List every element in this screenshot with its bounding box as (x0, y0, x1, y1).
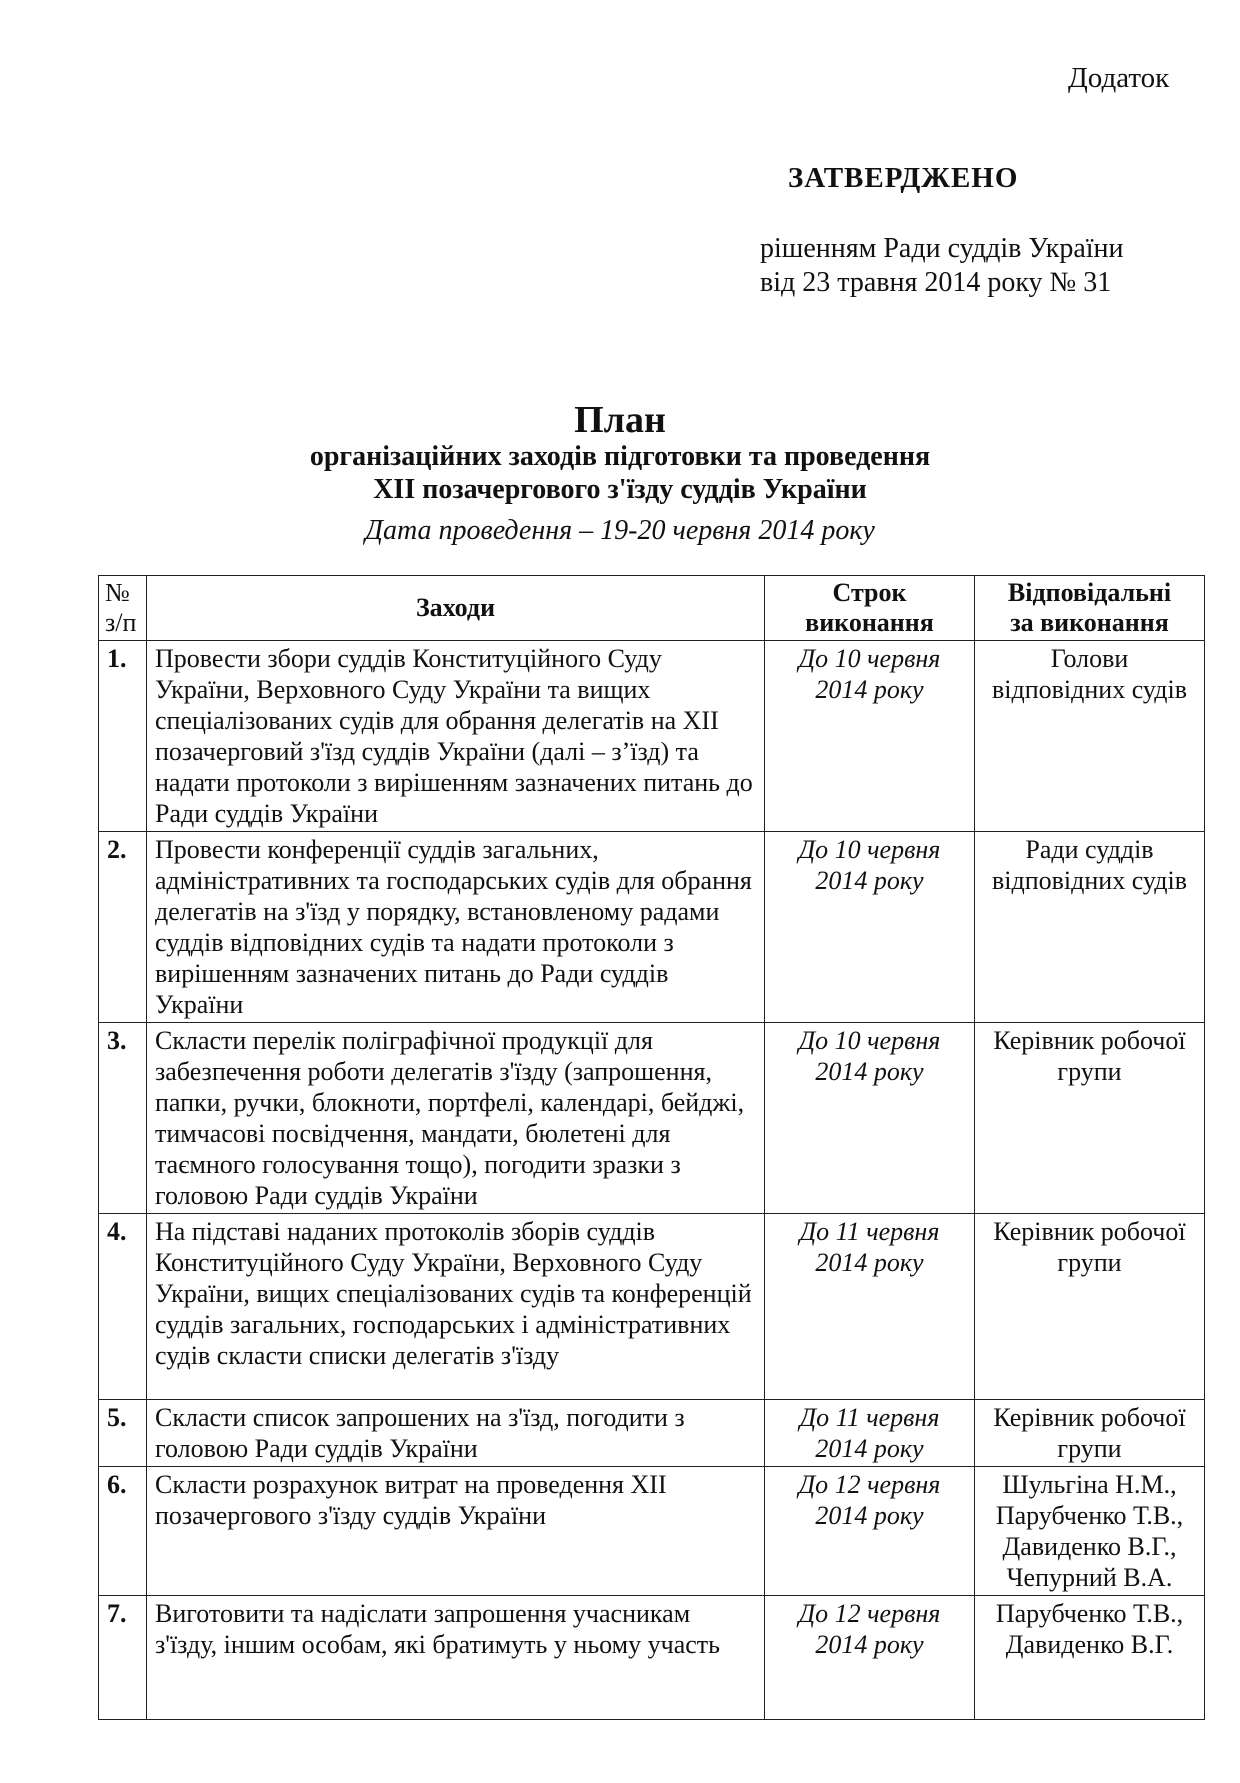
row-deadline-line-2: 2014 року (815, 1501, 924, 1530)
row-deadline-line-1: До 12 червня (798, 1599, 941, 1628)
decision-reference (760, 232, 1124, 300)
header-responsible (975, 576, 1205, 641)
row-deadline (765, 1467, 975, 1596)
row-deadline (765, 1214, 975, 1400)
header-number-line-2: з/п (105, 608, 137, 637)
row-deadline-line-2: 2014 року (815, 675, 924, 704)
table-row (99, 1214, 1205, 1400)
row-measure: Виготовити та надіслати запрошення учасникам з'їзду, іншим особам, які братимуть у ньому участь (147, 1596, 765, 1720)
header-responsible-line-1: Відповідальні (1007, 578, 1172, 607)
row-deadline-line-2: 2014 року (815, 1248, 924, 1277)
row-responsible (975, 1596, 1205, 1720)
row-measure: Провести збори суддів Конституційного Суду України, Верховного Суду України та вищих спеціалізованих судів для обрання делегатів на XII позачерговий з'їзд суддів України (далі – з’їзд) та надати протоколи з вирішенням зазначених питань до Ради суддів України (147, 641, 765, 832)
row-measure: Скласти список запрошених на з'їзд, погодити з головою Ради суддів України (147, 1400, 765, 1467)
row-number: 1. (99, 641, 147, 832)
row-responsible-line: Давиденко В.Г. (1005, 1630, 1174, 1659)
row-number: 4. (99, 1214, 147, 1400)
row-deadline-line-1: До 11 червня (799, 1403, 940, 1432)
row-responsible-line: групи (1057, 1057, 1122, 1086)
row-responsible (975, 1023, 1205, 1214)
row-measure: Скласти перелік поліграфічної продукції для забезпечення роботи делегатів з'їзду (запрошення, папки, ручки, блокноти, портфелі, календарі, бейджі, тимчасові посвідчення, мандати, бюлетені для таємного голосування тощо), погодити зразки з головою Ради суддів України (147, 1023, 765, 1214)
row-responsible-line: Голови (1050, 644, 1129, 673)
row-responsible-line: Керівник робочої (993, 1026, 1186, 1055)
row-responsible-line: Парубченко Т.В., (995, 1501, 1184, 1530)
table-row (99, 1400, 1205, 1467)
header-number-line-1: № (105, 578, 130, 607)
row-measure: На підставі наданих протоколів зборів суддів Конституційного Суду України, Верховного Суду України, вищих спеціалізованих судів та конференцій суддів загальних, господарських і адміністративних судів скласти списки делегатів з'їзду (147, 1214, 765, 1400)
addendum-label: Додаток (1068, 62, 1170, 94)
measures-table (98, 575, 1205, 1720)
row-responsible (975, 1467, 1205, 1596)
row-deadline-line-2: 2014 року (815, 1630, 924, 1659)
row-number: 3. (99, 1023, 147, 1214)
row-responsible-line: Шульгіна Н.М., (1002, 1470, 1177, 1499)
row-responsible-line: Парубченко Т.В., (995, 1599, 1184, 1628)
row-measure: Скласти розрахунок витрат на проведення XII позачергового з'їзду суддів України (147, 1467, 765, 1596)
header-deadline (765, 576, 975, 641)
row-number: 5. (99, 1400, 147, 1467)
row-deadline-line-2: 2014 року (815, 1434, 924, 1463)
row-responsible-line: Керівник робочої (993, 1403, 1186, 1432)
row-deadline-line-1: До 10 червня (798, 644, 941, 673)
row-responsible-line: Давиденко В.Г., (1002, 1532, 1177, 1561)
row-deadline (765, 1023, 975, 1214)
row-deadline (765, 1400, 975, 1467)
header-deadline-line-2: виконання (805, 608, 934, 637)
row-deadline-line-1: До 10 червня (798, 835, 941, 864)
row-responsible-line: групи (1057, 1248, 1122, 1277)
header-deadline-line-1: Строк (832, 578, 907, 607)
row-responsible-line: відповідних судів (992, 866, 1187, 895)
header-responsible-line-2: за виконання (1010, 608, 1169, 637)
row-responsible (975, 832, 1205, 1023)
header-number (99, 576, 147, 641)
row-deadline-line-1: До 10 червня (798, 1026, 941, 1055)
table-row (99, 641, 1205, 832)
row-responsible (975, 1400, 1205, 1467)
row-responsible-line: Керівник робочої (993, 1217, 1186, 1246)
row-responsible-line: групи (1057, 1434, 1122, 1463)
row-number: 7. (99, 1596, 147, 1720)
decision-line-2: від 23 травня 2014 року № 31 (760, 267, 1112, 298)
row-deadline-line-1: До 11 червня (799, 1217, 940, 1246)
row-deadline-line-2: 2014 року (815, 1057, 924, 1086)
row-deadline (765, 641, 975, 832)
row-number: 2. (99, 832, 147, 1023)
plan-date: Дата проведення – 19-20 червня 2014 року (365, 515, 875, 546)
plan-title: План (574, 399, 666, 441)
row-responsible-line: Ради суддів (1025, 835, 1154, 864)
row-responsible (975, 1214, 1205, 1400)
table-row (99, 832, 1205, 1023)
row-responsible-line: Чепурний В.А. (1006, 1563, 1173, 1592)
row-measure: Провести конференції суддів загальних, адміністративних та господарських судів для обрання делегатів на з'їзд у порядку, встановленому радами суддів відповідних судів та надати протоколи з вирішенням зазначених питань до Ради суддів України (147, 832, 765, 1023)
row-deadline (765, 832, 975, 1023)
table-header-row (99, 576, 1205, 641)
decision-line-1: рішенням Ради суддів України (760, 233, 1124, 264)
row-deadline-line-2: 2014 року (815, 866, 924, 895)
row-responsible (975, 641, 1205, 832)
plan-subtitle-line-2: XII позачергового з'їзду суддів України (373, 474, 867, 505)
approved-stamp-text: ЗАТВЕРДЖЕНО (788, 162, 1019, 194)
header-measures: Заходи (147, 576, 765, 641)
row-deadline (765, 1596, 975, 1720)
row-deadline-line-1: До 12 червня (798, 1470, 941, 1499)
plan-subtitle (0, 440, 1240, 506)
table-row (99, 1467, 1205, 1596)
row-number: 6. (99, 1467, 147, 1596)
table-row (99, 1023, 1205, 1214)
row-responsible-line: відповідних судів (992, 675, 1187, 704)
plan-subtitle-line-1: організаційних заходів підготовки та проведення (309, 441, 931, 472)
table-row (99, 1596, 1205, 1720)
